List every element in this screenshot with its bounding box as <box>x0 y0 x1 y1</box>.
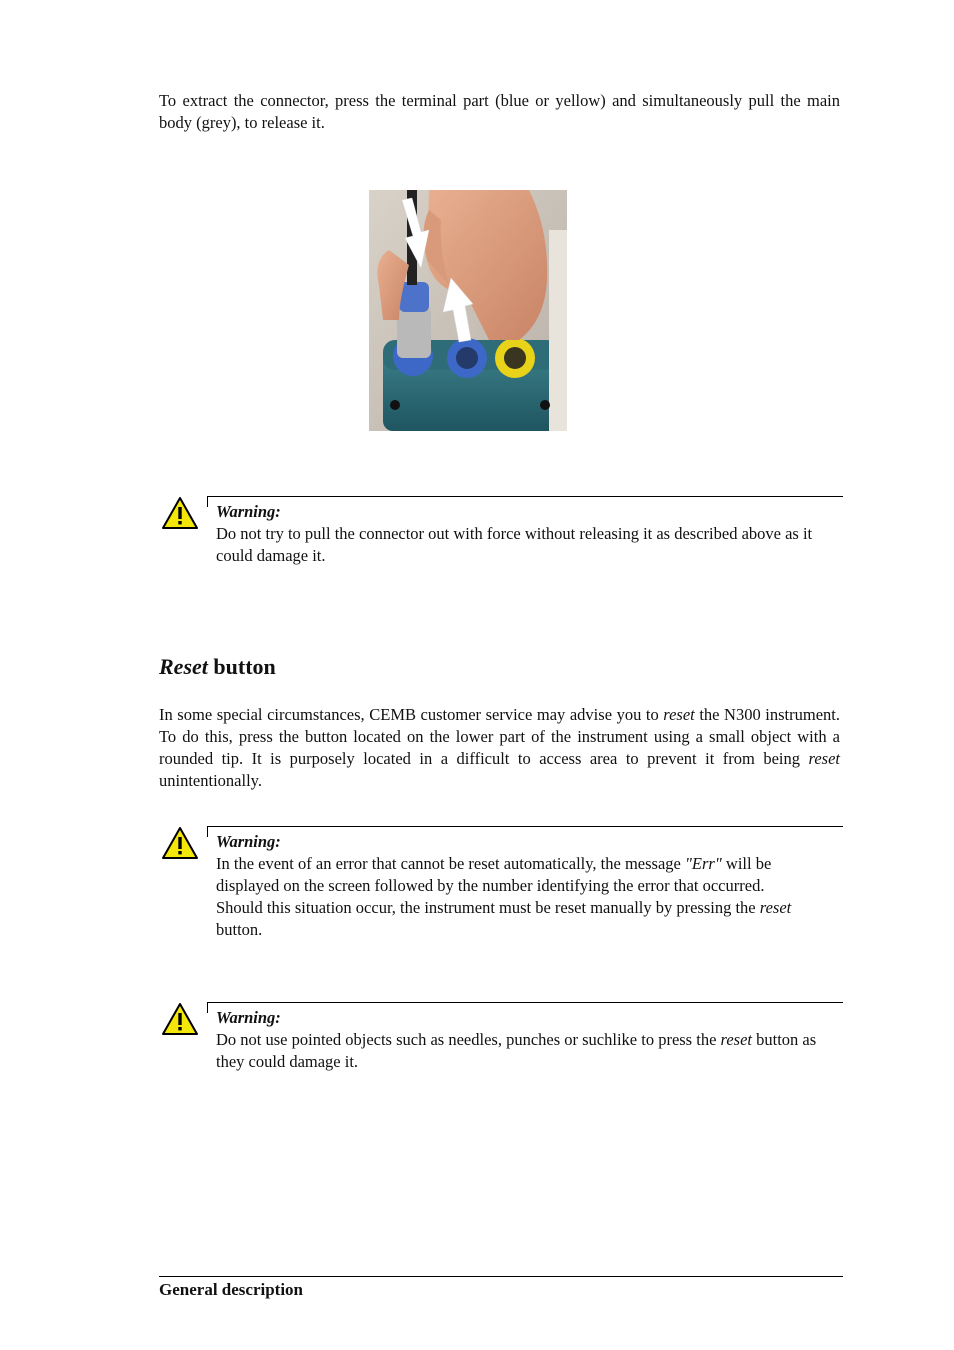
reset-em: reset <box>759 898 792 917</box>
intro-paragraph: To extract the connector, press the terminal part (blue or yellow) and simultaneously pull the main body (grey), to release it. <box>159 91 840 132</box>
warning-text-1 <box>216 854 771 895</box>
warning-title: Warning: <box>216 832 281 851</box>
reset-paragraph <box>159 704 840 792</box>
warning-text-part: button as they could damage it. <box>216 1030 817 1071</box>
warning-rule <box>207 826 843 827</box>
heading-emphasis: Reset <box>159 654 208 679</box>
warning-box-1 <box>159 496 843 576</box>
warning-text-part: In the event of an error that cannot be reset automatically, the message <box>216 854 685 873</box>
warning-text: Do not try to pull the connector out with force without releasing it as described above as it could damage it. <box>216 524 813 565</box>
warning-box-3 <box>159 1002 843 1082</box>
warning-title: Warning: <box>216 502 281 521</box>
warning-text-part: button. <box>216 920 263 939</box>
reset-em-2: reset <box>808 749 840 768</box>
warning-rule <box>207 1002 843 1003</box>
warning-title: Warning: <box>216 1008 281 1027</box>
warning-triangle-icon <box>161 826 199 860</box>
reset-text-2: the N300 instrument. To do this, press the button located on the lower part of the instrument using a small object with a rounded tip. It is purposely located in a difficult to access area to prevent it from being <box>159 705 840 768</box>
warning-text-part: will be displayed on the screen followed by the number identifying the error that occurred. <box>216 854 772 895</box>
reset-em: reset <box>720 1030 752 1049</box>
reset-text-3: unintentionally. <box>159 771 262 790</box>
footer-label: General description <box>159 1280 304 1299</box>
warning-text-part: Should this situation occur, the instrument must be reset manually by pressing the <box>216 898 760 917</box>
warning-text-part: Do not use pointed objects such as needles, punches or suchlike to press the <box>216 1030 721 1049</box>
warning-box-2 <box>159 826 843 976</box>
warning-rule <box>207 496 843 497</box>
connector-photo <box>369 190 567 431</box>
footer-rule <box>159 1276 843 1277</box>
error-code-em: "Err" <box>685 854 722 873</box>
warning-text-2 <box>216 898 791 939</box>
reset-em-1: reset <box>663 705 695 724</box>
heading-rest: button <box>207 654 276 679</box>
reset-text-1: In some special circumstances, CEMB customer service may advise you to <box>159 705 664 724</box>
warning-triangle-icon <box>161 1002 199 1036</box>
warning-triangle-icon <box>161 496 199 530</box>
section-heading <box>159 654 276 680</box>
warning-text <box>216 1030 816 1071</box>
